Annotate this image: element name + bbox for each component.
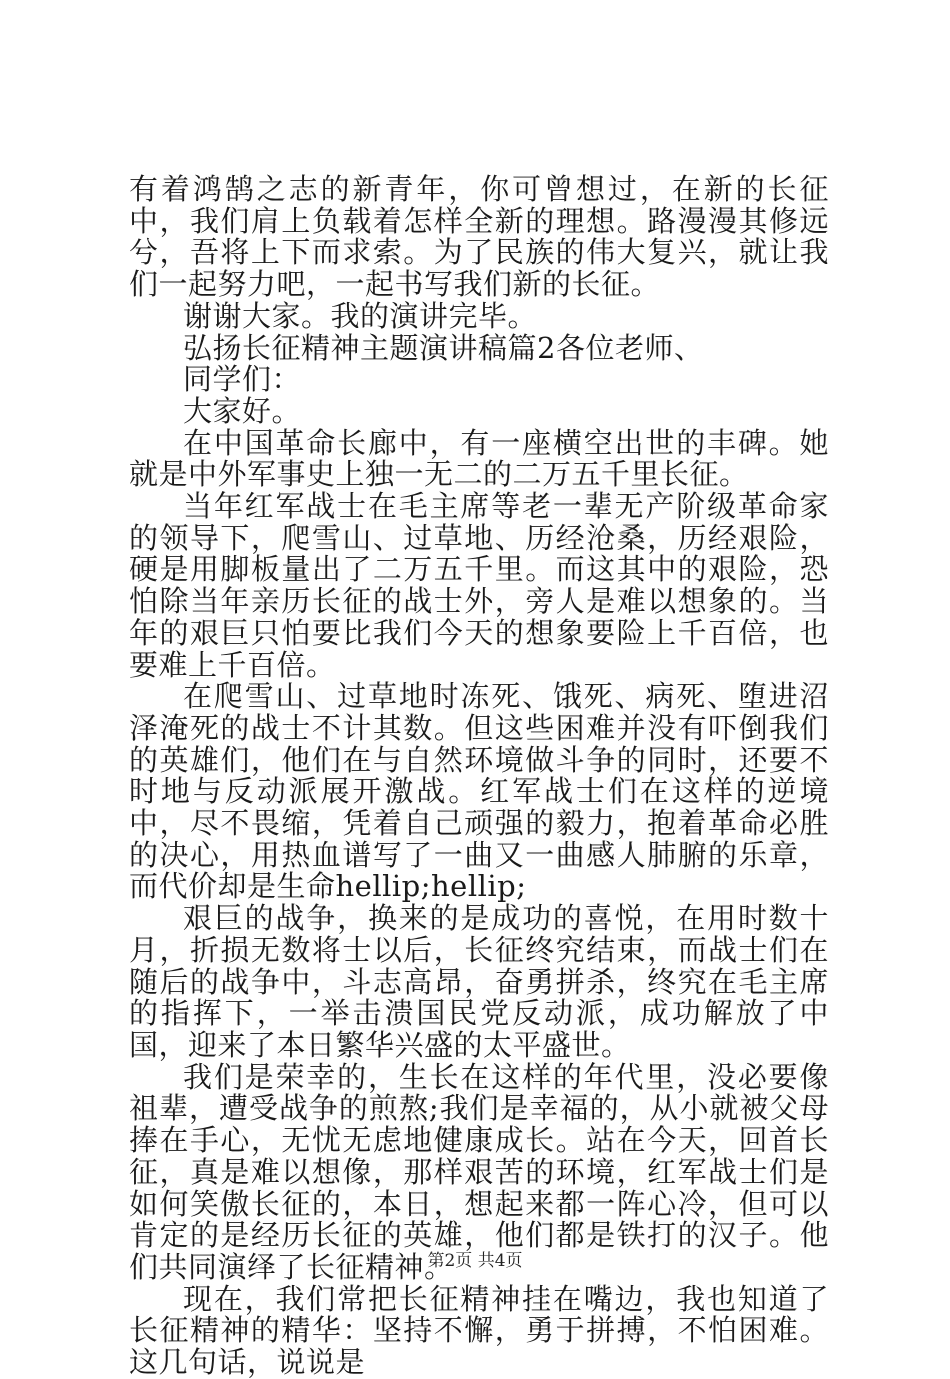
paragraph: 大家好。 — [183, 393, 302, 428]
paragraph: 在中国革命长廊中，有一座横空出世的丰碑。她就是中外军事史上独一无二的二万五千里长征。 — [129, 425, 829, 492]
paragraph: 我们是荣幸的，生长在这样的年代里，没必要像祖辈，遭受战争的煎熬;我们是幸福的，从小就被父母捧在手心，无忧无虑地健康成长。站在今天，回首长征，真是难以想像，那样艰苦的环境，红军战士们是如何笑傲长征的，本日，想起来都一阵心冷，但可以肯定的是经历长征的英雄，他们都是铁打的汉子。他们共同演绎了长征精神。 — [129, 1059, 829, 1284]
paragraph: 艰巨的战争，换来的是成功的喜悦，在用时数十月，折损无数将士以后，长征终究结束，而战士们在随后的战争中，斗志高昂，奋勇拼杀，终究在毛主席的指挥下，一举击溃国民党反动派，成功解放了中国，迎来了本日繁华兴盛的太平盛世。 — [129, 901, 829, 1062]
paragraph: 有着鸿鹄之志的新青年，你可曾想过，在新的长征中，我们肩上负载着怎样全新的理想。路漫漫其修远兮，吾将上下而求索。为了民族的伟大复兴，就让我们一起努力吧，一起书写我们新的长征。 — [129, 172, 829, 302]
paragraph: 现在，我们常把长征精神挂在嘴边，我也知道了长征精神的精华：坚持不懈，勇于拼搏，不怕困难。这几句话，说说是 — [129, 1281, 829, 1379]
paragraph: 谢谢大家。我的演讲完毕。 — [183, 298, 538, 333]
paragraph: 在爬雪山、过草地时冻死、饿死、病死、堕进沼泽淹死的战士不计其数。但这些困难并没有吓倒我们的英雄们，他们在与自然环境做斗争的同时，还要不时地与反动派展开激战。红军战士们在这样的逆境中，尽不畏缩，凭着自己顽强的毅力，抱着革命必胜的决心，用热血谱写了一曲又一曲感人肺腑的乐章，而代价却是生命hellip;hellip; — [129, 679, 829, 904]
paragraph: 同学们： — [183, 362, 302, 397]
page-number-footer: 第2页 共4页 — [427, 1251, 523, 1271]
body-text — [129, 174, 829, 1379]
paragraph: 当年红军战士在毛主席等老一辈无产阶级革命家的领导下，爬雪山、过草地、历经沧桑，历经艰险，硬是用脚板量出了二万五千里。而这其中的艰险，恐怕除当年亲历长征的战士外，旁人是难以想象的。当年的艰巨只怕要比我们今天的想象要险上千百倍，也要难上千百倍。 — [129, 489, 829, 682]
paragraph: 弘扬长征精神主题演讲稿篇2各位老师、 — [183, 330, 704, 365]
